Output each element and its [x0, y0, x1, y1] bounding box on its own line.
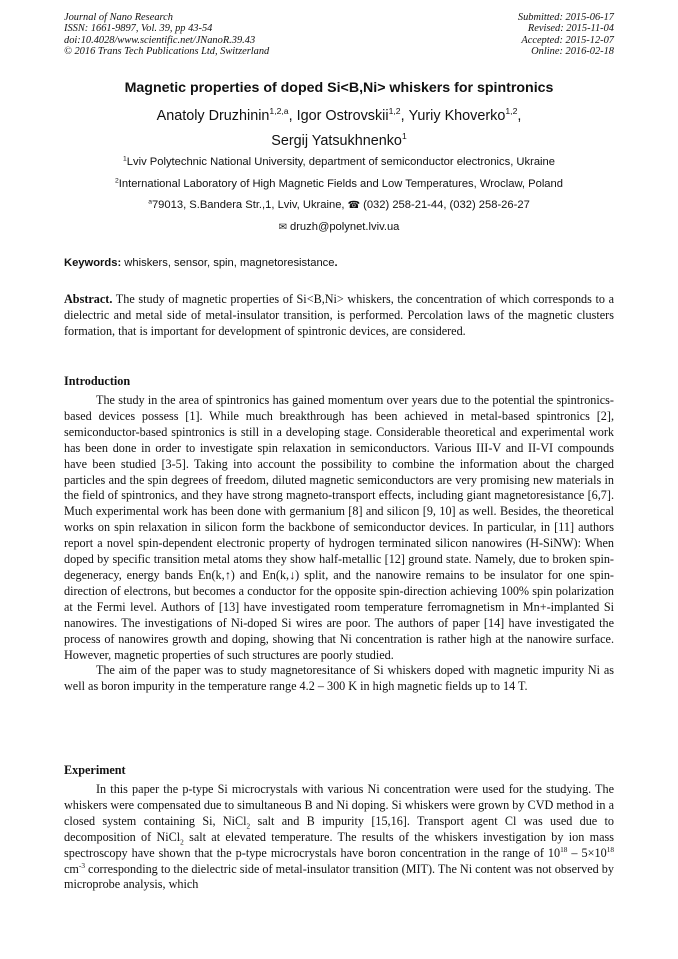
affiliation-mark: 2 — [115, 177, 119, 185]
issn-line: ISSN: 1661-9897, Vol. 39, pp 43-54 — [64, 23, 213, 35]
keywords-label: Keywords: — [64, 257, 122, 269]
introduction-heading: Introduction — [64, 374, 131, 388]
keywords-text: whiskers, sensor, spin, magnetoresistance — [121, 257, 335, 269]
envelope-icon: ✉ — [278, 222, 287, 233]
author-list — [64, 104, 614, 154]
author-separator: , — [517, 108, 522, 124]
abstract — [64, 291, 614, 340]
superscript: 18 — [606, 844, 615, 854]
experiment-heading: Experiment — [64, 763, 126, 777]
author-affiliation-mark: 1 — [401, 131, 407, 142]
author-name: Yuriy Khoverko — [408, 108, 506, 124]
text-run: – 5×10 — [567, 845, 607, 860]
subscript: 2 — [246, 821, 251, 831]
author — [157, 108, 297, 124]
affiliation-2 — [64, 178, 614, 190]
contact-email — [64, 221, 614, 233]
revised-date: Revised: 2015-11-04 — [527, 23, 614, 35]
text-run: salt and B impurity [15,16]. Transport agent Cl was used due to decomposition of NiCl — [64, 813, 614, 844]
affiliation-1 — [64, 156, 614, 168]
introduction-body — [64, 393, 614, 695]
keywords-end: . — [334, 257, 338, 269]
author-affiliation-mark: 1,2 — [505, 106, 518, 117]
affiliation-address — [64, 199, 614, 211]
email-address[interactable]: druzh@polynet.lviv.ua — [289, 221, 400, 233]
publication-dates — [518, 12, 614, 58]
text-run: corresponding to the dielectric side of metal-insulator transition (MIT). The Ni content was not observed by microprobe analysis, which — [64, 861, 614, 892]
text-run: In this paper the p-type Si microcrystals with various Ni concentration were used for the studying. The whiskers were compensated due to simultaneous B and Ni doping. Si whiskers were grown by CVD method in a closed system containing Si, NiCl — [64, 782, 614, 828]
subscript: 2 — [180, 837, 184, 847]
submitted-date: Submitted: 2015-06-17 — [517, 12, 614, 23]
address-text: 79013, S.Bandera Str.,1, Lviv, Ukraine, — [151, 199, 348, 211]
accepted-date: Accepted: 2015-12-07 — [521, 34, 614, 46]
telephone-icon: ☎ — [347, 200, 361, 211]
experiment-body — [64, 782, 614, 893]
affiliation-mark: a — [148, 198, 152, 206]
experiment-paragraph — [64, 782, 614, 893]
author — [297, 108, 409, 124]
author-name: Sergij Yatsukhnenko — [271, 133, 402, 149]
doi-line: doi:10.4028/www.scientific.net/JNanoR.39.43 — [64, 34, 256, 46]
introduction-paragraph: The aim of the paper was to study magnetoresitance of Si whiskers doped with magnetic impurity Ni as well as boron impurity in the temperature range 4.2 – 300 K in high magnetic fields up to 14 T. — [64, 663, 614, 694]
introduction-paragraph: The study in the area of spintronics has gained momentum over years due to the potential the spintronics-based devices possess [1]. While much breakthrough has been achieved in metal-based spintronics [2], semiconductor-based spintronics is still in a developing stage. Considerable theoretical and experimental work has been done in order to investigate spin relaxation in semiconductors. Various III-V and II-VI compounds have been studied [3-5]. Taking into account the possibility to combine the information about the charged particles and the spin degrees of freedom, diluted magnetic semiconductors are very promising new materials in the field of spintronics, and they have strong magneto-transport effects, including giant magnetoresistance [6,7]. Much experimental work has been done with germanium [8] and silicon [9, 10] as well. Besides, the theoretical works on spin relaxation in silicon form the backbone of semiconductor devices. In particular, in [11] authors report a novel spin-dependent electronic property of hydrogen terminated silicon nanowires (H-SiNW): When doped by specific transition metal atoms they show half-metallic [12] ground state. Namely, due to broken spin-degeneracy, energy bands En(k,↑) and En(k,↓) split, and the nanowire remains to be insulator for one spin-direction of electrons, but becomes a conductor for the opposite spin-direction achieving 100% spin polarization at the Fermi level. Authors of [13] have investigated room temperature ferromagnetism in Mn+-implanted Si nanowires. The investigations of Ni-doped Si wires are poor. The authors of paper [14] have investigated the process of nanowires growth and doping, showing that Ni concentration is rather high at the nanowire surface. However, magnetic properties of such structures are poorly studied. — [64, 393, 614, 662]
affiliation-text: International Laboratory of High Magnetic Fields and Low Temperatures, Wroclaw, Poland — [118, 178, 563, 190]
abstract-text: The study of magnetic properties of Si<B,Ni> whiskers, the concentration of which corresponds to a dielectric and metal side of metal-insulator transition, is performed. Percolation laws of the magnetic clusters formation, that is important for development of spintronic devices, are considered. — [64, 292, 614, 339]
author — [409, 108, 522, 124]
keywords — [64, 257, 614, 269]
author-affiliation-mark: 1,2 — [388, 106, 401, 117]
affiliation-mark: 1 — [123, 155, 127, 163]
paper-title: Magnetic properties of doped Si<B,Ni> whiskers for spintronics — [124, 80, 554, 96]
author-affiliation-mark: 1,2,a — [269, 106, 289, 117]
text-run: salt at elevated temperature. The results of the whiskers investigation by ion mass spectroscopy have shown that the p-type microcrystals have boron concentration in the range of 10 — [64, 829, 614, 860]
copyright-line: © 2016 Trans Tech Publications Ltd, Switzerland — [64, 46, 270, 58]
author-separator: , — [288, 108, 297, 124]
text-run: cm — [64, 861, 79, 876]
superscript: 18 — [560, 844, 568, 854]
phone-numbers: (032) 258-21-44, (032) 258-26-27 — [363, 199, 530, 211]
author-name: Anatoly Druzhinin — [156, 108, 270, 124]
affiliation-text: Lviv Polytechnic National University, department of semiconductor electronics, Ukraine — [126, 156, 555, 168]
abstract-label: Abstract. — [64, 292, 113, 306]
journal-info — [64, 12, 269, 58]
online-date: Online: 2016-02-18 — [531, 46, 614, 58]
superscript: -3 — [78, 860, 85, 870]
journal-name: Journal of Nano Research — [64, 12, 173, 23]
author-name: Igor Ostrovskii — [296, 108, 389, 124]
author-separator: , — [400, 108, 409, 124]
author — [271, 133, 406, 149]
